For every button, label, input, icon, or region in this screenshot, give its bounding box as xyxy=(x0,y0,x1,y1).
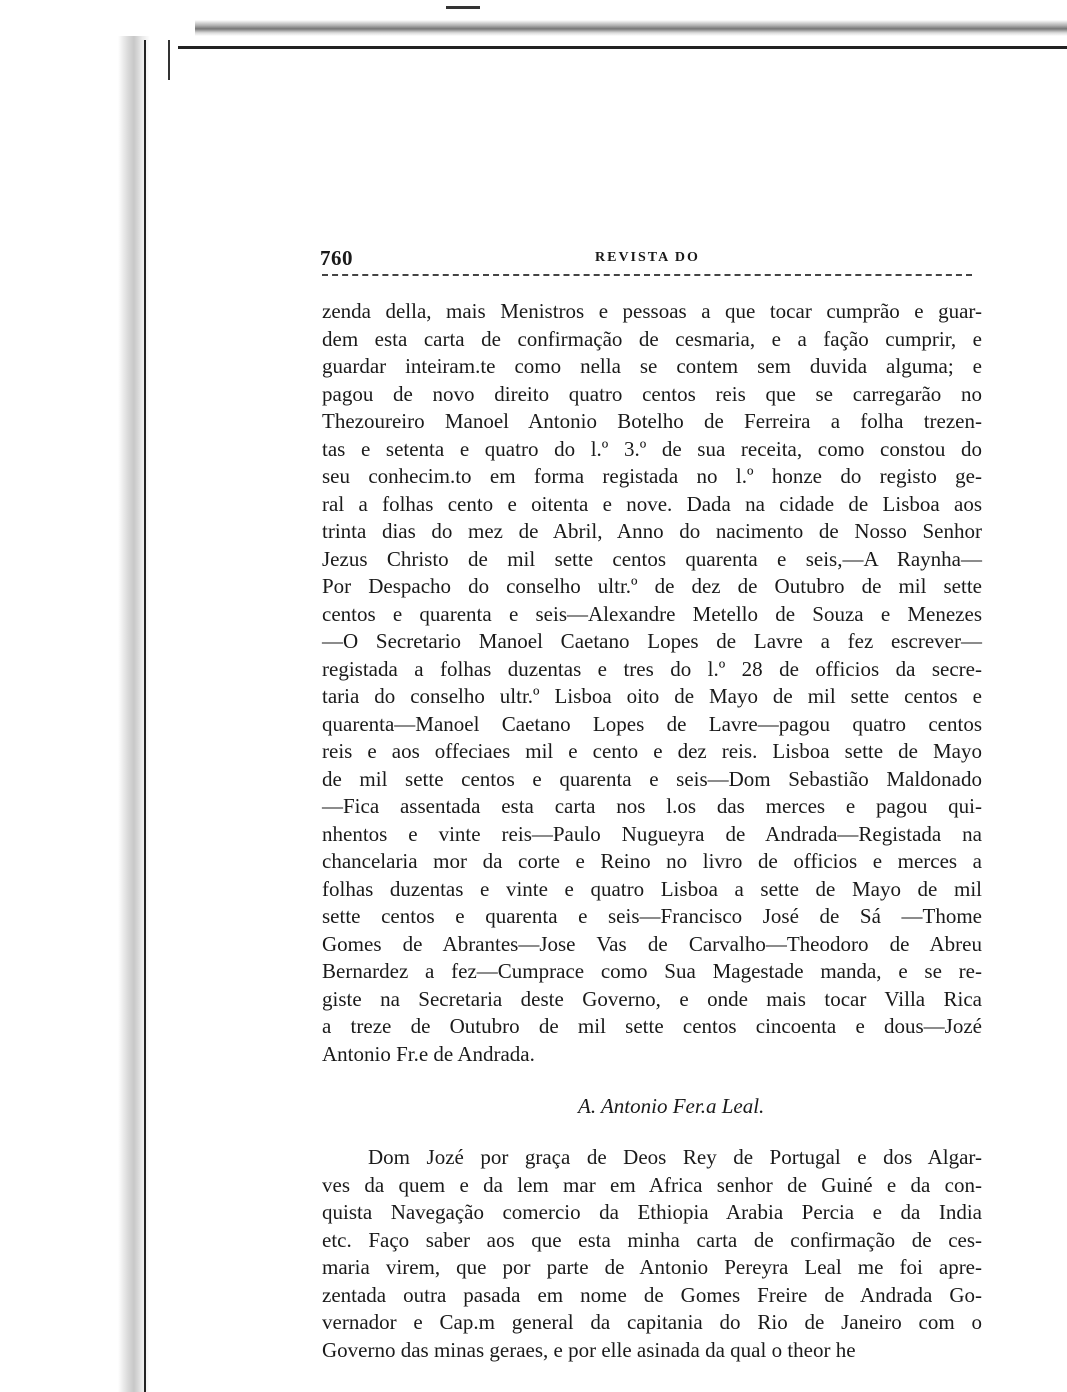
text-line: quarenta—Manoel Caetano Lopes de Lavre—pagou quatro centos xyxy=(322,711,982,736)
scan-artifact-left-rule-short xyxy=(168,40,170,80)
text-line: chancelaria mor da corte e Reino no livro de officios e merces a xyxy=(322,849,982,873)
text-line: —O Secretario Manoel Caetano Lopes de Lavre a fez escrever— xyxy=(322,629,982,653)
text-line: Por Despacho do conselho ultr.º de dez de Outubro de mil sette xyxy=(322,574,982,598)
text-line: Gomes de Abrantes—Jose Vas de Carvalho—Theodoro de Abreu xyxy=(322,931,982,956)
text-line: giste na Secretaria deste Governo, e onde mais tocar Villa Rica xyxy=(322,986,982,1011)
running-head: REVISTA DO xyxy=(595,250,700,265)
text-line: quista Navegação comercio da Ethiopia Arabia Percia e da India xyxy=(322,1200,982,1224)
text-line: ves da quem e da lem mar em Africa senhor de Guiné e da con- xyxy=(322,1172,982,1197)
text-line: Thezoureiro Manoel Antonio Botelho de Ferreira a folha trezen- xyxy=(322,409,982,433)
scan-artifact-left-rule xyxy=(144,40,146,1392)
text-line: Antonio Fr.e de Andrada. xyxy=(322,1041,535,1066)
scan-artifact-top-rule xyxy=(178,46,1067,49)
text-line: folhas duzentas e vinte e quatro Lisboa a sette de Mayo de mil xyxy=(322,876,982,901)
text-line: seu conhecim.to em forma registada no l.º honze do registo ge- xyxy=(322,464,982,488)
text-line: reis e aos offeciaes mil e cento e dez reis. Lisboa sette de Mayo xyxy=(322,739,982,763)
text-line: zenda della, mais Menistros e pessoas a que tocar cumprão e guar- xyxy=(322,299,982,323)
text-line: centos e quarenta e seis—Alexandre Metello de Souza e Menezes xyxy=(322,601,982,626)
text-line: ral a folhas cento e oitenta e nove. Dada na cidade de Lisboa aos xyxy=(322,491,982,516)
text-line: Bernardez a fez—Cumprace como Sua Magestade manda, e se re- xyxy=(322,959,982,983)
text-line: vernador e Cap.m general da capitania do Rio de Janeiro com o xyxy=(322,1310,982,1334)
text-line: dem esta carta de confirmação de cesmaria, e a fação cumprir, e xyxy=(322,326,982,351)
text-line: maria virem, que por parte de Antonio Pereyra Leal me foi apre- xyxy=(322,1255,982,1279)
text-line: pagou de novo direito quatro centos reis que se carregarão no xyxy=(322,381,982,406)
text-line: sette centos e quarenta e seis—Francisco José de Sá —Thome xyxy=(322,904,982,928)
text-line: Jezus Christo de mil sette centos quarenta e seis,—A Raynha— xyxy=(322,546,982,571)
paragraph-1 xyxy=(322,298,982,1068)
page-header xyxy=(320,246,972,272)
text-line: trinta dias do mez de Abril, Anno do nacimento de Nosso Senhor xyxy=(322,519,982,543)
text-line: a treze de Outubro de mil sette centos cincoenta e dous—Jozé xyxy=(322,1014,982,1038)
text-line: etc. Faço saber aos que esta minha carta de confirmação de ces- xyxy=(322,1227,982,1252)
text-line: Dom Jozé por graça de Deos Rey de Portugal e dos Algar- xyxy=(368,1145,982,1169)
text-line: nhentos e vinte reis—Paulo Nugueyra de Andrada—Registada na xyxy=(322,821,982,846)
text-line: de mil sette centos e quarenta e seis—Dom Sebastião Maldonado xyxy=(322,766,982,791)
text-line: —Fica assentada esta carta nos l.os das merces e pagou qui- xyxy=(322,794,982,818)
text-line: zentada outra pasada em nome de Gomes Freire de Andrada Go- xyxy=(322,1282,982,1307)
scan-artifact-top-band xyxy=(195,20,1067,36)
text-line: Governo das minas geraes, e por elle asinada da qual o theor he xyxy=(322,1337,856,1362)
scan-artifact-tick xyxy=(446,6,480,9)
page-number: 760 xyxy=(320,246,353,270)
paragraph-2 xyxy=(322,1144,982,1364)
signature: A. Antonio Fer.a Leal. xyxy=(578,1094,765,1118)
text-line: tas e setenta e quatro do l.º 3.º de sua receita, como constou do xyxy=(322,436,982,461)
text-line: taria do conselho ultr.º Lisboa oito de Mayo de mil sette centos e xyxy=(322,684,982,708)
text-line: registada a folhas duzentas e tres do l.º 28 de officios da secre- xyxy=(322,656,982,681)
text-line: guardar inteiram.te como nella se contem sem duvida alguma; e xyxy=(322,354,982,378)
header-rule xyxy=(322,274,972,276)
